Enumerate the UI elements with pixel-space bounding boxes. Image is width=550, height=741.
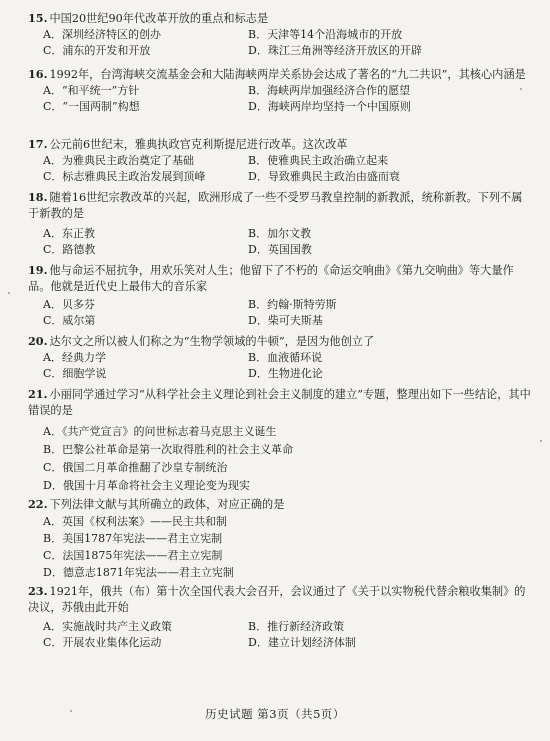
scan-speck	[8, 292, 10, 294]
option-b: B．加尔文教	[248, 227, 312, 240]
options	[43, 350, 533, 381]
question-stem: 1992年，台湾海峡交流基金会和大陆海峡两岸关系协会达成了著名的“九二共识”，其核心内涵是	[49, 68, 526, 81]
question-number: 16.	[28, 67, 48, 81]
question-17	[28, 136, 533, 184]
option-b: B．血液循环说	[248, 351, 323, 364]
option-d: D．建立计划经济体制	[248, 635, 356, 649]
question-16	[28, 66, 533, 114]
option-c: C．细胞学说	[43, 366, 107, 380]
option-c: C．威尔第	[43, 313, 96, 327]
question-stem: 小丽同学通过学习“从科学社会主义理论到社会主义制度的建立”专题，整理出如下一些结论，其中错误的是	[28, 388, 531, 417]
option-b: B．天津等14个沿海城市的开放	[248, 28, 403, 41]
option-d: D．生物进化论	[248, 366, 323, 380]
question-number: 23.	[28, 584, 48, 598]
option-a: A．《共产党宣言》的问世标志着马克思主义诞生	[43, 425, 277, 438]
option-d: D．导致雅典民主政治由盛而衰	[248, 169, 400, 183]
options	[43, 153, 533, 184]
question-21	[28, 386, 533, 495]
question-20	[28, 333, 533, 381]
options	[43, 226, 533, 257]
question-number: 21.	[28, 387, 48, 401]
option-d: D．柴可夫斯基	[248, 313, 323, 327]
option-d: D．德意志1871年宪法——君主立宪制	[43, 566, 234, 579]
question-stem: 中国20世纪90年代改革开放的重点和标志是	[49, 12, 269, 25]
question-22	[28, 496, 533, 581]
question-15	[28, 10, 533, 58]
options	[43, 423, 533, 495]
question-number: 17.	[28, 137, 48, 151]
option-a: A．为雅典民主政治奠定了基础	[43, 154, 194, 167]
option-b: B．约翰·斯特劳斯	[248, 298, 337, 311]
page-footer: 历史试题 第3页（共5页）	[205, 707, 345, 721]
options	[43, 297, 533, 328]
option-a: A．经典力学	[43, 351, 106, 364]
option-c: C．路德教	[43, 242, 96, 256]
options	[43, 619, 533, 650]
option-d: D．珠江三角洲等经济开放区的开辟	[248, 43, 422, 57]
question-number: 22.	[28, 497, 48, 511]
option-b: B．使雅典民主政治确立起来	[248, 154, 389, 167]
question-23	[28, 583, 533, 650]
scan-speck	[70, 710, 72, 712]
options	[43, 513, 533, 581]
option-c: C．俄国二月革命推翻了沙皇专制统治	[43, 461, 228, 474]
option-c: C．“一国两制”构想	[43, 99, 140, 113]
option-a: A．贝多芬	[43, 298, 95, 311]
option-b: B．美国1787年宪法——君主立宪制	[43, 532, 223, 545]
option-d: D．英国国教	[248, 242, 312, 256]
question-number: 20.	[28, 334, 48, 348]
scan-speck	[520, 88, 522, 90]
option-a: A．深圳经济特区的创办	[43, 28, 161, 41]
question-18	[28, 189, 533, 257]
question-stem: 他与命运不屈抗争，用欢乐笑对人生；他留下了不朽的《命运交响曲》《第九交响曲》等大量作品。他就是近代史上最伟大的音乐家	[28, 264, 514, 293]
question-stem: 公元前6世纪末，雅典执政官克利斯提尼进行改革。这次改革	[49, 138, 348, 151]
option-a: A．“和平统一”方针	[43, 84, 140, 97]
option-b: B．推行新经济政策	[248, 620, 345, 633]
question-number: 19.	[28, 263, 48, 277]
question-stem: 下列法律文献与其所确立的政体，对应正确的是	[49, 498, 285, 511]
question-19	[28, 262, 533, 328]
option-c: C．标志雅典民主政治发展到顶峰	[43, 169, 206, 183]
question-stem: 随着16世纪宗教改革的兴起，欧洲形成了一些不受罗马教皇控制的新教派，统称新教。下列不属于新教的是	[28, 191, 523, 220]
question-stem: 1921年，俄共（布）第十次全国代表大会召开，会议通过了《关于以实物税代替余粮收集制》的决议，苏俄由此开始	[28, 585, 526, 614]
options	[43, 83, 533, 114]
option-c: C．法国1875年宪法——君主立宪制	[43, 549, 223, 562]
option-d: D．海峡两岸均坚持一个中国原则	[248, 99, 411, 113]
question-number: 18.	[28, 190, 48, 204]
option-c: C．浦东的开发和开放	[43, 43, 151, 57]
option-b: B．巴黎公社革命是第一次取得胜利的社会主义革命	[43, 443, 294, 456]
option-a: A．英国《权利法案》——民主共和制	[43, 515, 227, 528]
scan-speck	[540, 440, 542, 442]
options	[43, 27, 533, 58]
option-b: B．海峡两岸加强经济合作的愿望	[248, 84, 411, 97]
option-a: A．实施战时共产主义政策	[43, 620, 172, 633]
question-number: 15.	[28, 11, 48, 25]
question-stem: 达尔文之所以被人们称之为“生物学领域的牛顿”，是因为他创立了	[49, 335, 375, 348]
option-a: A．东正教	[43, 227, 95, 240]
option-d: D．俄国十月革命将社会主义理论变为现实	[43, 479, 250, 492]
option-c: C．开展农业集体化运动	[43, 635, 162, 649]
